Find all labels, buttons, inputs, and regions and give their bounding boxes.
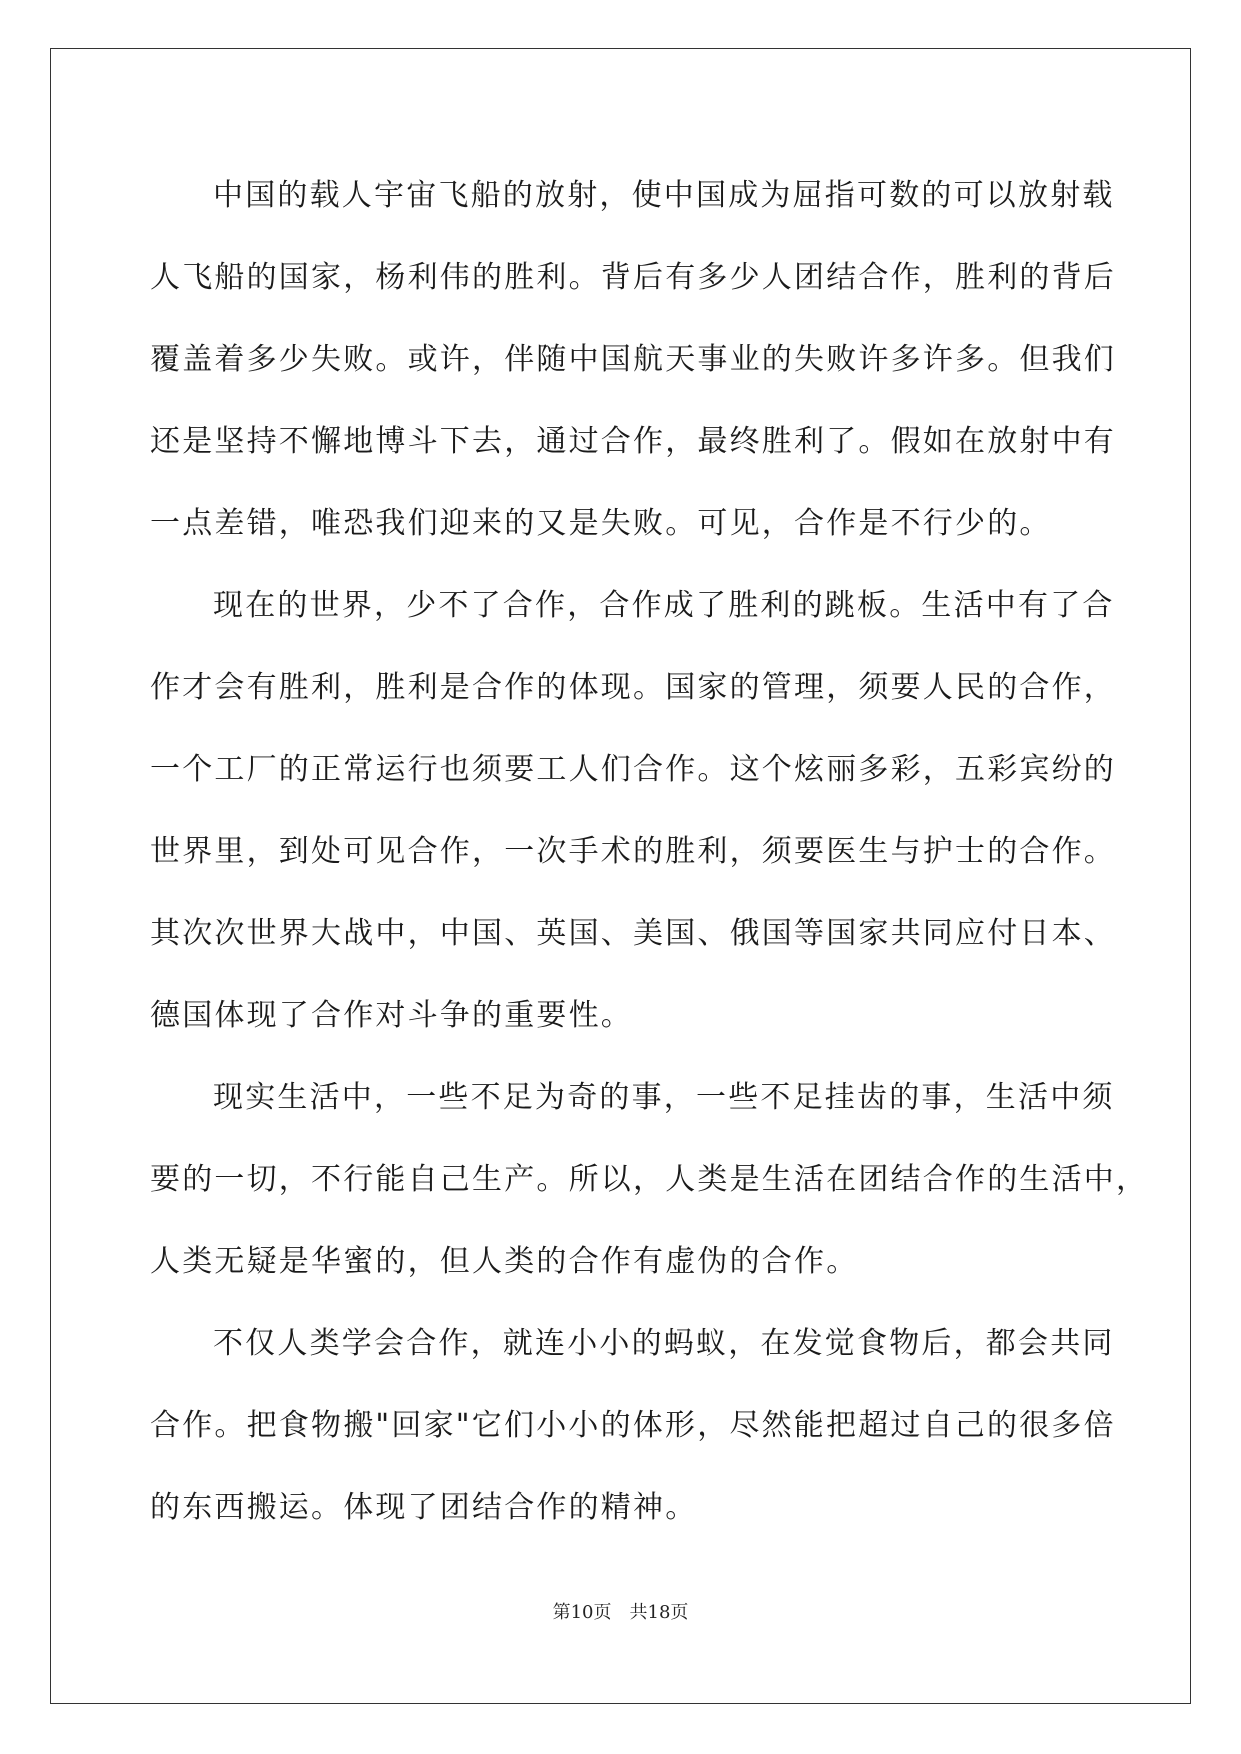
document-body	[150, 155, 1149, 1549]
text-line: 其次次世界大战中，中国、英国、美国、俄国等国家共同应付日本、	[150, 916, 1116, 951]
page-footer	[0, 1598, 1241, 1624]
text-line: 人类无疑是华蜜的，但人类的合作有虚伪的合作。	[150, 1244, 859, 1279]
text-line: 世界里，到处可见合作，一次手术的胜利，须要医生与护士的合作。	[150, 834, 1116, 869]
text-line: 现实生活中，一些不足为奇的事，一些不足挂齿的事，生活中须	[213, 1080, 1115, 1115]
text-line: 的东西搬运。体现了团结合作的精神。	[150, 1490, 698, 1525]
text-line: 还是坚持不懈地博斗下去，通过合作，最终胜利了。假如在放射中有	[150, 424, 1116, 459]
text-line: 一个工厂的正常运行也须要工人们合作。这个炫丽多彩，五彩宾纷的	[150, 752, 1116, 787]
total-pages: 共18页	[629, 1602, 689, 1623]
text-line: 作才会有胜利，胜利是合作的体现。国家的管理，须要人民的合作，	[150, 670, 1116, 705]
text-line: 覆盖着多少失败。或许，伴随中国航天事业的失败许多许多。但我们	[150, 342, 1116, 377]
text-line: 人飞船的国家，杨利伟的胜利。背后有多少人团结合作，胜利的背后	[150, 260, 1116, 295]
text-line: 中国的载人宇宙飞船的放射，使中国成为屈指可数的可以放射载	[213, 178, 1115, 213]
page-number: 第10页	[552, 1602, 612, 1623]
text-line: 合作。把食物搬"回家"它们小小的体形，尽然能把超过自己的很多倍	[150, 1408, 1116, 1443]
text-line: 现在的世界，少不了合作，合作成了胜利的跳板。生活中有了合	[213, 588, 1115, 623]
text-line: 一点差错，唯恐我们迎来的又是失败。可见，合作是不行少的。	[150, 506, 1052, 541]
text-line: 要的一切，不行能自己生产。所以，人类是生活在团结合作的生活中，	[150, 1162, 1149, 1197]
text-line: 德国体现了合作对斗争的重要性。	[150, 998, 633, 1033]
text-line: 不仅人类学会合作，就连小小的蚂蚁，在发觉食物后，都会共同	[213, 1326, 1115, 1361]
